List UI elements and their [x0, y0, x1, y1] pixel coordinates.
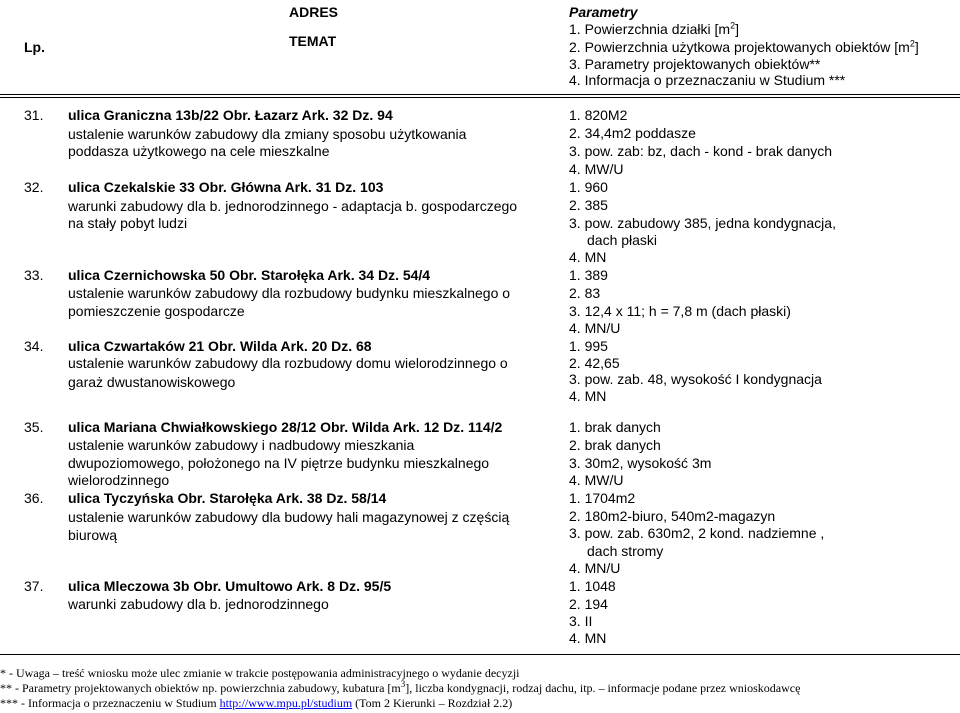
entry-address: ulica Mleczowa 3b Obr. Umultowo Ark. 8 Dz. 95/5: [68, 578, 392, 594]
header-adres: ADRES: [289, 4, 339, 20]
header-param-2: 2. Powierzchnia użytkowa projektowanych obiektów $[m^2]$: [569, 38, 919, 55]
entry-param: 2. 385: [569, 197, 608, 213]
entry-number: 36.: [24, 490, 44, 506]
header-param-3: 3. Parametry projektowanych obiektów**: [569, 56, 821, 72]
entry-param: 1. brak danych: [569, 419, 661, 435]
entry-description: dwupoziomowego, położonego na IV piętrze budynku mieszkalnego: [68, 455, 490, 471]
entry-param: 4. MW/U: [569, 472, 624, 488]
entry-number: 34.: [24, 338, 44, 354]
entry-param: 2. 83: [569, 285, 601, 301]
entry-description: ustalenie warunków zabudowy dla zmiany sposobu użytkowania: [68, 126, 467, 142]
entry-description: ustalenie warunków zabudowy dla rozbudowy budynku mieszkalnego o: [68, 285, 511, 301]
entry-param: 2. brak danych: [569, 437, 661, 453]
entry-description: pomieszczenie gospodarcze: [68, 303, 245, 319]
footnote-2: ** - Parametry projektowanych obiektów np. powierzchnia zabudowy, kubatura $[m^3]$, liczba kondygnacji, rodzaj dachu, itp. – informacje podane przez wnioskodawcę: [0, 679, 801, 695]
entry-number: 32.: [24, 179, 44, 195]
entry-param: 2. 180m2-biuro, 540m2-magazyn: [569, 508, 776, 524]
entry-number: 33.: [24, 267, 44, 283]
entry-description: ustalenie warunków zabudowy dla budowy hali magazynowej z częścią: [68, 509, 510, 525]
entry-description: garaż dwustanowiskowego: [68, 374, 236, 390]
header-divider-2: [0, 97, 960, 98]
entry-address: ulica Czwartaków 21 Obr. Wilda Ark. 20 Dz. 68: [68, 338, 372, 354]
entry-number: 31.: [24, 107, 44, 123]
entry-description: na stały pobyt ludzi: [68, 215, 188, 231]
entry-param: 4. MN/U: [569, 560, 621, 576]
footnote-3: *** - Informacja o przeznaczeniu w Studium http://www.mpu.pl/studium (Tom 2 Kierunki – Rozdział 2.2): [0, 696, 513, 710]
entry-address: ulica Czekalskie 33 Obr. Główna Ark. 31 Dz. 103: [68, 179, 384, 195]
header-param-4: 4. Informacja o przeznaczaniu w Studium ***: [569, 72, 846, 88]
entry-param: 4. MW/U: [569, 161, 624, 177]
header-lp: Lp.: [24, 39, 45, 55]
entry-param: 2. 34,4m2 poddasze: [569, 125, 696, 141]
header-divider-1: [0, 94, 960, 95]
entry-param: 1. 960: [569, 179, 608, 195]
entry-param: 3. pow. zab. 630m2, 2 kond. nadziemne ,: [569, 525, 825, 541]
entry-description: biurową: [68, 527, 118, 543]
entry-param: 1. 389: [569, 267, 608, 283]
entry-number: 37.: [24, 578, 44, 594]
entry-description: poddasza użytkowego na cele mieszkalne: [68, 143, 330, 159]
entry-number: 35.: [24, 419, 44, 435]
entry-param: 4. MN: [569, 249, 607, 265]
entry-param: 2. 194: [569, 596, 608, 612]
entry-description: ustalenie warunków zabudowy i nadbudowy mieszkania: [68, 437, 415, 453]
header-param-1: 1. Powierzchnia działki $[m^2]$: [569, 20, 739, 37]
entry-param: dach stromy: [587, 543, 664, 559]
footer-divider: [0, 654, 960, 655]
entry-param: 2. 42,65: [569, 355, 620, 371]
entry-param: 1. 820M2: [569, 107, 628, 123]
entry-param: 1. 1048: [569, 578, 616, 594]
entry-description: warunki zabudowy dla b. jednorodzinnego - adaptacja b. gospodarczego: [68, 198, 518, 214]
entry-param: 3. pow. zab. 48, wysokość I kondygnacja: [569, 371, 822, 387]
entry-param: 1. 1704m2: [569, 490, 636, 506]
entry-description: wielorodzinnego: [68, 472, 170, 488]
entry-param: 3. pow. zabudowy 385, jedna kondygnacja,: [569, 215, 836, 231]
entry-param: 4. MN: [569, 388, 607, 404]
entry-description: warunki zabudowy dla b. jednorodzinnego: [68, 596, 329, 612]
header-parametry: Parametry: [569, 4, 638, 20]
entry-param: 3. II: [569, 613, 593, 629]
header-temat: TEMAT: [289, 33, 337, 49]
entry-description: ustalenie warunków zabudowy dla rozbudowy domu wielorodzinnego o: [68, 355, 508, 371]
entry-param: 1. 995: [569, 338, 608, 354]
entry-param: 3. 12,4 x 11; h = 7,8 m (dach płaski): [569, 303, 791, 319]
entry-address: ulica Graniczna 13b/22 Obr. Łazarz Ark. 32 Dz. 94: [68, 107, 393, 123]
entry-param: 3. pow. zab: bz, dach - kond - brak danych: [569, 143, 833, 159]
entry-address: ulica Czernichowska 50 Obr. Starołęka Ark. 34 Dz. 54/4: [68, 267, 431, 283]
entry-param: 3. 30m2, wysokość 3m: [569, 455, 712, 471]
studium-link[interactable]: http://www.mpu.pl/studium: [219, 696, 353, 710]
footnote-1: * - Uwaga – treść wniosku może ulec zmianie w trakcie postępowania administracyjnego o wydanie decyzji: [0, 666, 520, 680]
entry-address: ulica Tyczyńska Obr. Starołęka Ark. 38 Dz. 58/14: [68, 490, 387, 506]
entry-param: 4. MN: [569, 630, 607, 646]
entry-param: 4. MN/U: [569, 320, 621, 336]
entry-param: dach płaski: [587, 232, 658, 248]
entry-address: ulica Mariana Chwiałkowskiego 28/12 Obr. Wilda Ark. 12 Dz. 114/2: [68, 419, 503, 435]
